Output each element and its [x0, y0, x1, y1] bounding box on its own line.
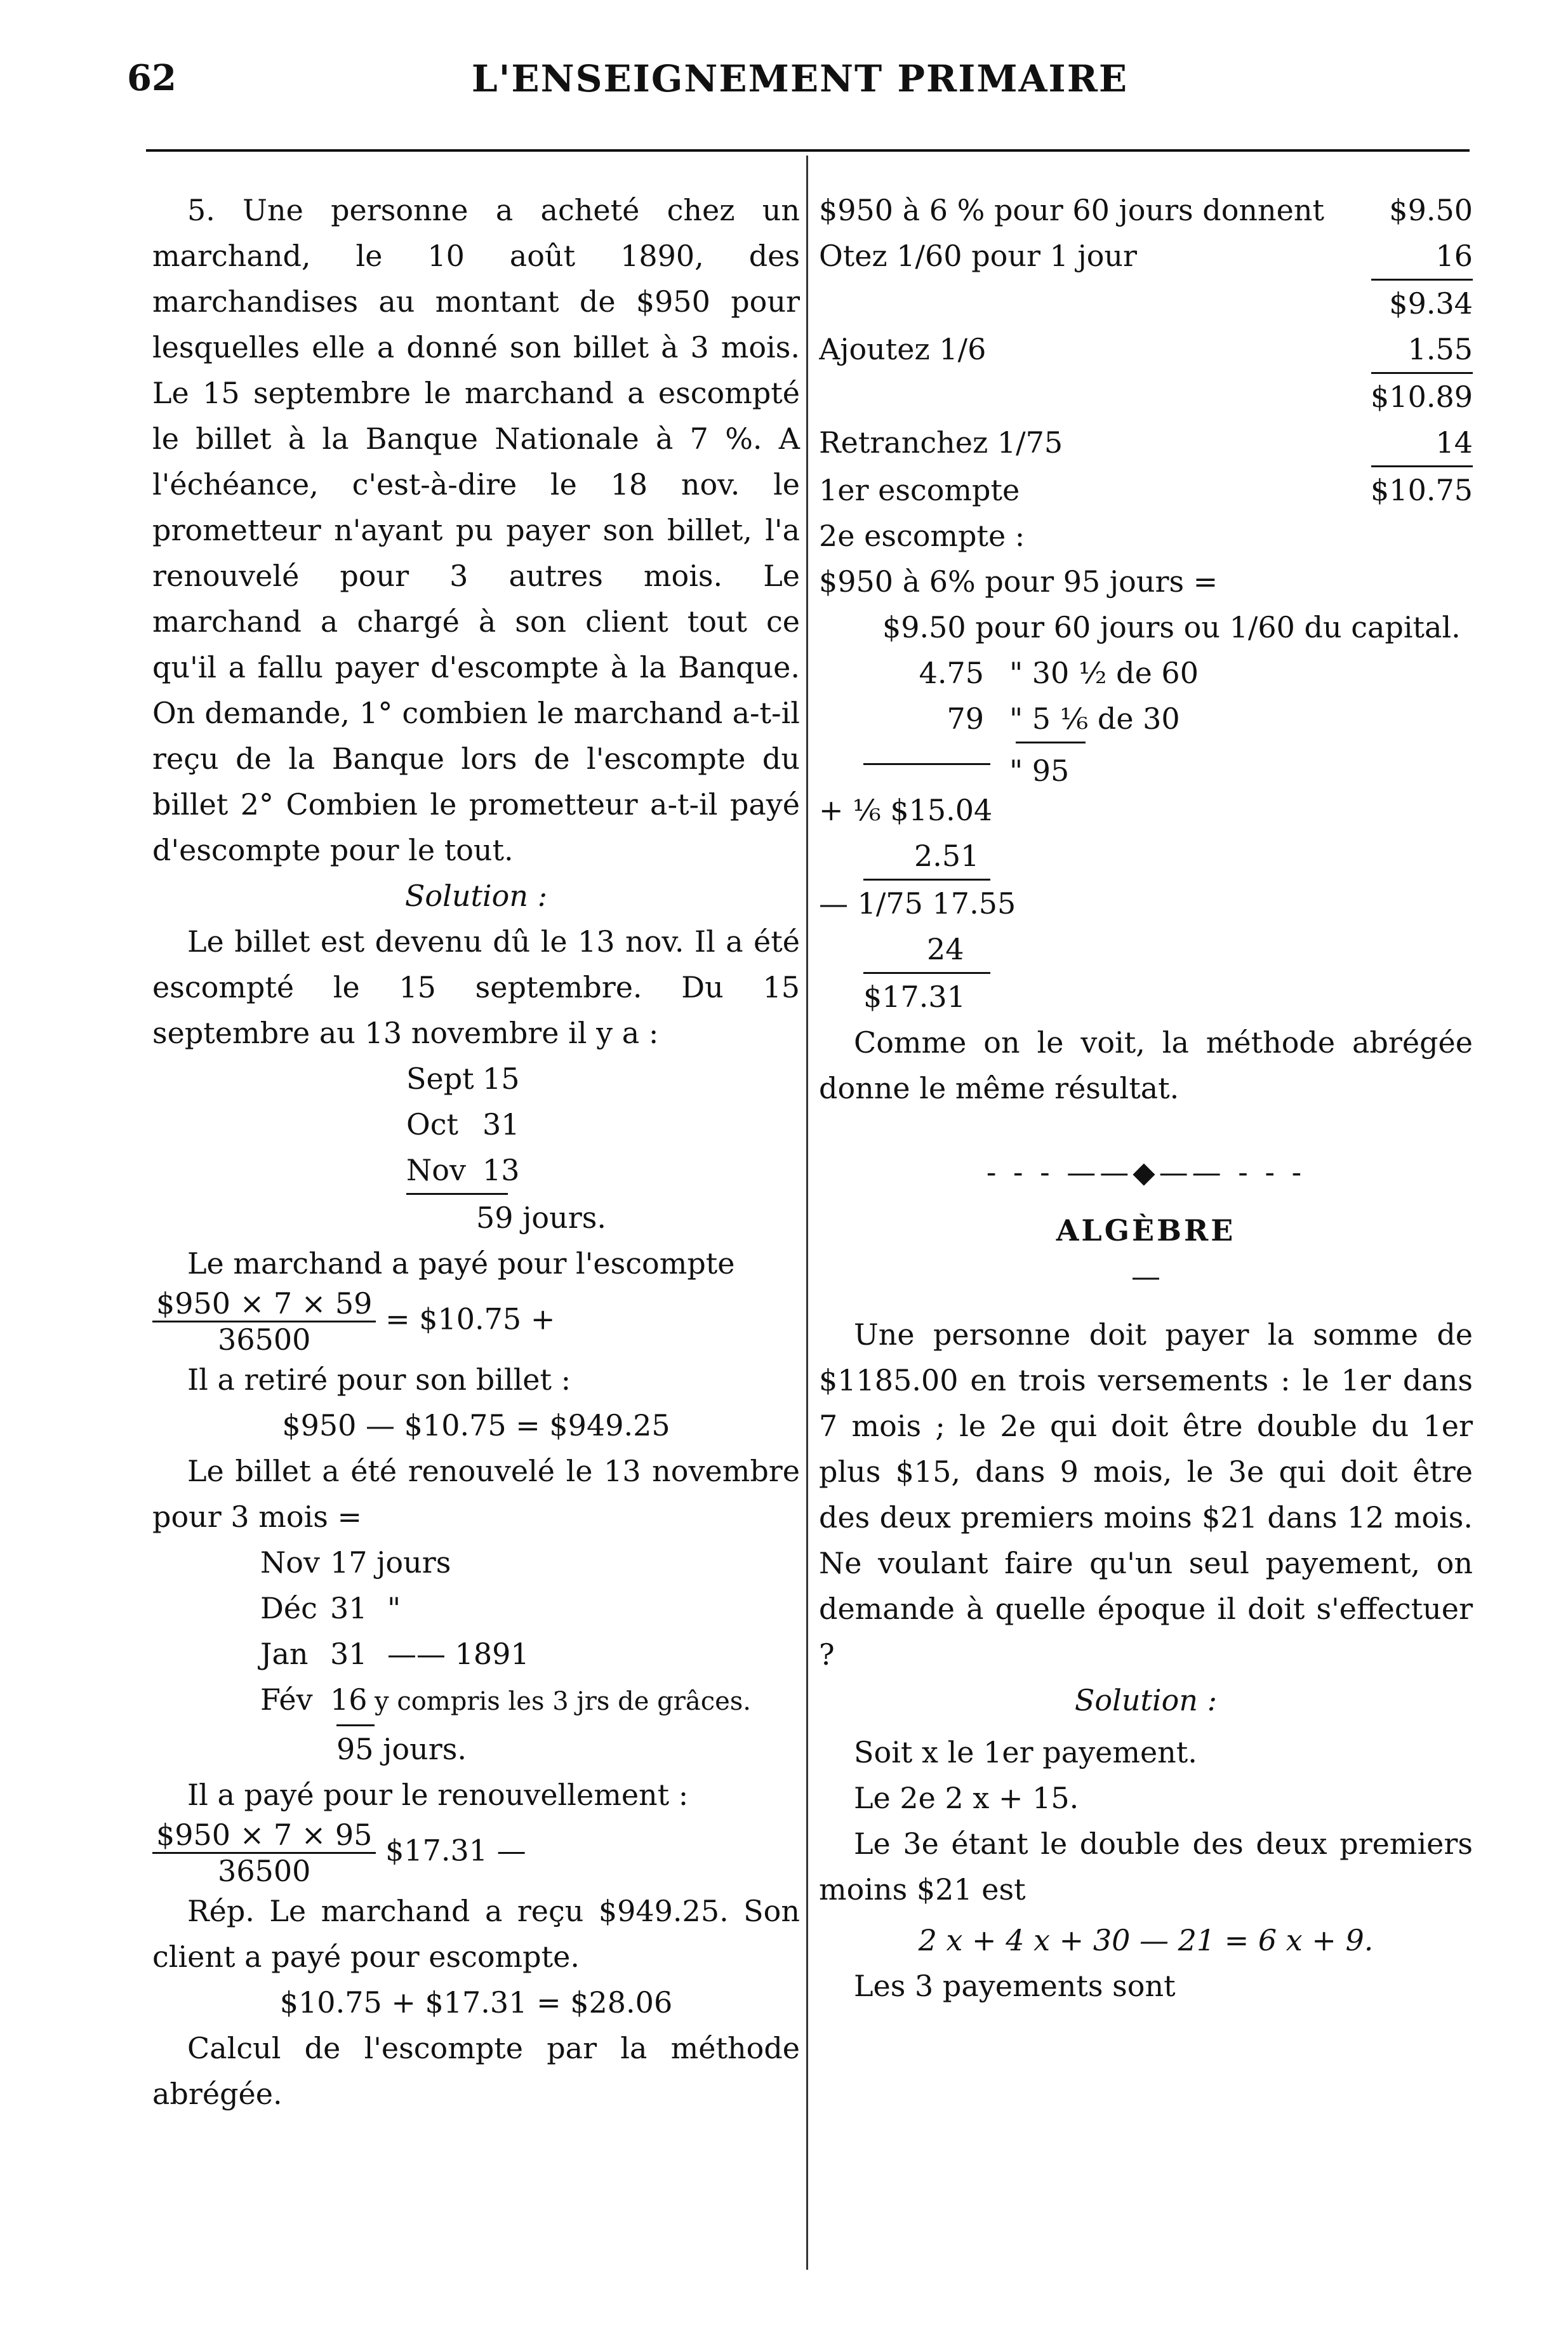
- days-row: [406, 1147, 800, 1193]
- esc2-rules: [819, 742, 1473, 787]
- fraction: [152, 1286, 376, 1357]
- algebra-solution-heading: Solution :: [1074, 1683, 1218, 1717]
- sum-rule: [863, 763, 990, 765]
- algebra-line-3: Le 3e étant le double des deux premiers moins $21 est: [819, 1827, 1473, 1907]
- denominator: 36500: [218, 1322, 311, 1357]
- calc-amount: $10.75: [1371, 473, 1473, 507]
- formula-1: [152, 1286, 800, 1357]
- calc-amount: $9.50: [1389, 193, 1473, 227]
- right-column: [819, 187, 1473, 2009]
- esc2-note: " 5 ⅙ de 30: [1009, 702, 1180, 736]
- header-rule: [146, 149, 1470, 152]
- sum-rule: [1016, 742, 1086, 743]
- solution-paragraph-5: Il a payé pour le renouvellement :: [187, 1778, 689, 1812]
- esc2-note: " 30 ½ de 60: [1009, 656, 1199, 690]
- month: Fév: [260, 1682, 313, 1717]
- algebra-line-2: Le 2e 2 x + 15.: [854, 1781, 1079, 1815]
- escompte-2-line: $950 à 6% pour 95 jours =: [819, 564, 1218, 599]
- escompte-2-title: 2e escompte :: [819, 519, 1025, 553]
- solution-paragraph-1: Le billet est devenu dû le 13 nov. Il a été escompté le 15 septembre. Du 15 septembre au 13 novembre il y a :: [152, 924, 800, 1050]
- days: 31: [330, 1637, 368, 1671]
- add-row: + ⅙ $15.04: [819, 793, 993, 827]
- add-value: 2.51: [914, 839, 980, 873]
- calc-label: 1er escompte: [819, 473, 1020, 507]
- calc-amount: 14: [1435, 425, 1473, 460]
- solution-paragraph-4: Le billet a été renouvelé le 13 novembre pour 3 mois =: [152, 1454, 800, 1534]
- problem-text: 5. Une personne a acheté chez un marchand, le 10 août 1890, des marchandises au montant de $950 pour lesquelles elle a donné son billet à 3 mois. Le 15 septembre le marchand a escompté le billet à la Banque Nationale à 7 %. A l'échéance, c'est-à-dire le 18 nov. le prometteur n'ayant pu payer son billet, l'a renouvelé pour 3 autres mois. Le marchand a chargé à son client tout ce qu'il a fallu payer d'escompte à la Banque. On demande, 1° combien le marchand a-t-il reçu de la Banque lors de l'escompte du billet 2° Combien le prometteur a-t-il payé d'escompte pour le tout.: [152, 193, 800, 867]
- month: Nov: [260, 1545, 320, 1580]
- sub-value: 24: [927, 932, 964, 966]
- solution-heading: Solution :: [404, 879, 548, 913]
- calc-row: [819, 233, 1473, 279]
- days-row: [260, 1631, 800, 1677]
- answer-paragraph: Rép. Le marchand a reçu $949.25. Son client a payé pour escompte.: [152, 1894, 800, 1974]
- month: Jan: [260, 1637, 309, 1671]
- method-paragraph: Calcul de l'escompte par la méthode abrégée.: [152, 2031, 800, 2111]
- sub-row: — 1/75 17.55: [819, 886, 1016, 921]
- denominator: 36500: [218, 1854, 311, 1888]
- left-column: [152, 187, 800, 2117]
- calc-label: Retranchez 1/75: [819, 425, 1063, 460]
- algebra-line-1: Soit x le 1er payement.: [854, 1735, 1197, 1769]
- calculation-2: $10.75 + $17.31 = $28.06: [279, 1985, 673, 2020]
- formula-result: = $10.75 +: [385, 1302, 555, 1336]
- month: Sept: [406, 1062, 474, 1096]
- section-ornament: - - - ——◆—— - - -: [986, 1155, 1306, 1189]
- page-header: [127, 44, 1473, 114]
- running-title: L'ENSEIGNEMENT PRIMAIRE: [471, 57, 1129, 100]
- days: 13: [482, 1153, 520, 1187]
- days-row: [406, 1102, 800, 1147]
- esc2-value: 79: [947, 702, 984, 736]
- days: 16: [330, 1682, 368, 1717]
- days-total: 95 jours.: [336, 1732, 467, 1766]
- note: ": [387, 1591, 401, 1625]
- algebra-heading: ALGÈBRE: [1056, 1213, 1236, 1248]
- conclusion-paragraph: Comme on le voit, la méthode abrégée donne le même résultat.: [819, 1025, 1473, 1105]
- days-total: 59 jours.: [476, 1201, 606, 1235]
- month: Oct: [406, 1107, 458, 1142]
- esc2-row: [819, 696, 1473, 742]
- algebra-line-5: Les 3 payements sont: [854, 1969, 1176, 2003]
- page-number: 62: [127, 57, 176, 99]
- days: 31: [330, 1591, 368, 1625]
- calc-row: [819, 420, 1473, 465]
- subtotal: $10.89: [1371, 380, 1473, 414]
- month: Déc: [260, 1591, 317, 1625]
- numerator: $950 × 7 × 59: [152, 1286, 376, 1322]
- final-result: $17.31: [863, 980, 966, 1014]
- formula-result: $17.31 —: [385, 1833, 526, 1868]
- calc-amount: 16: [1435, 239, 1473, 273]
- algebra-equation: 2 x + 4 x + 30 — 21 = 6 x + 9.: [918, 1923, 1374, 1957]
- days-row: [406, 1056, 800, 1102]
- calc-label: Otez 1/60 pour 1 jour: [819, 239, 1138, 273]
- calc-amount: 1.55: [1407, 332, 1473, 366]
- esc2-95: " 95: [1009, 754, 1070, 788]
- note: y compris les 3 jrs de grâces.: [375, 1687, 752, 1716]
- esc2-row: $9.50 pour 60 jours ou 1/60 du capital.: [882, 610, 1461, 644]
- days: 15: [482, 1062, 520, 1096]
- column-divider: [806, 156, 808, 2270]
- days-row: [260, 1585, 800, 1631]
- days-table-2: [260, 1540, 800, 1772]
- calculation-1: $950 — $10.75 = $949.25: [282, 1408, 670, 1442]
- days: 31: [482, 1107, 520, 1142]
- fraction: [152, 1818, 376, 1888]
- esc2-row: [819, 650, 1473, 696]
- calc-row: [819, 187, 1473, 233]
- calc-label: $950 à 6 % pour 60 jours donnent: [819, 193, 1325, 227]
- solution-paragraph-3: Il a retiré pour son billet :: [187, 1362, 571, 1397]
- calc-row: [819, 326, 1473, 372]
- numerator: $950 × 7 × 95: [152, 1818, 376, 1854]
- algebra-dash: —: [1131, 1259, 1160, 1293]
- subtotal: $9.34: [1389, 286, 1473, 321]
- solution-paragraph-2: Le marchand a payé pour l'escompte: [187, 1246, 735, 1281]
- month: Nov: [406, 1153, 466, 1187]
- days: 17 jours: [330, 1545, 451, 1580]
- days-table-1: [406, 1056, 800, 1241]
- days-row: [260, 1677, 800, 1724]
- calc-row: [819, 467, 1473, 513]
- formula-2: [152, 1818, 800, 1888]
- calc-label: Ajoutez 1/6: [819, 332, 987, 366]
- esc2-value: 4.75: [919, 656, 984, 690]
- algebra-problem: Une personne doit payer la somme de $1185.00 en trois versements : le 1er dans 7 mois ; le 2e qui doit être double du 1er plus $15, dans 9 mois, le 3e qui doit être des deux premiers moins $21 dans 12 mois. Ne voulant faire qu'un seul payement, on demande à quelle époque il doit s'effectuer ?: [819, 1317, 1473, 1672]
- note: —— 1891: [387, 1637, 529, 1671]
- days-row: [260, 1540, 800, 1585]
